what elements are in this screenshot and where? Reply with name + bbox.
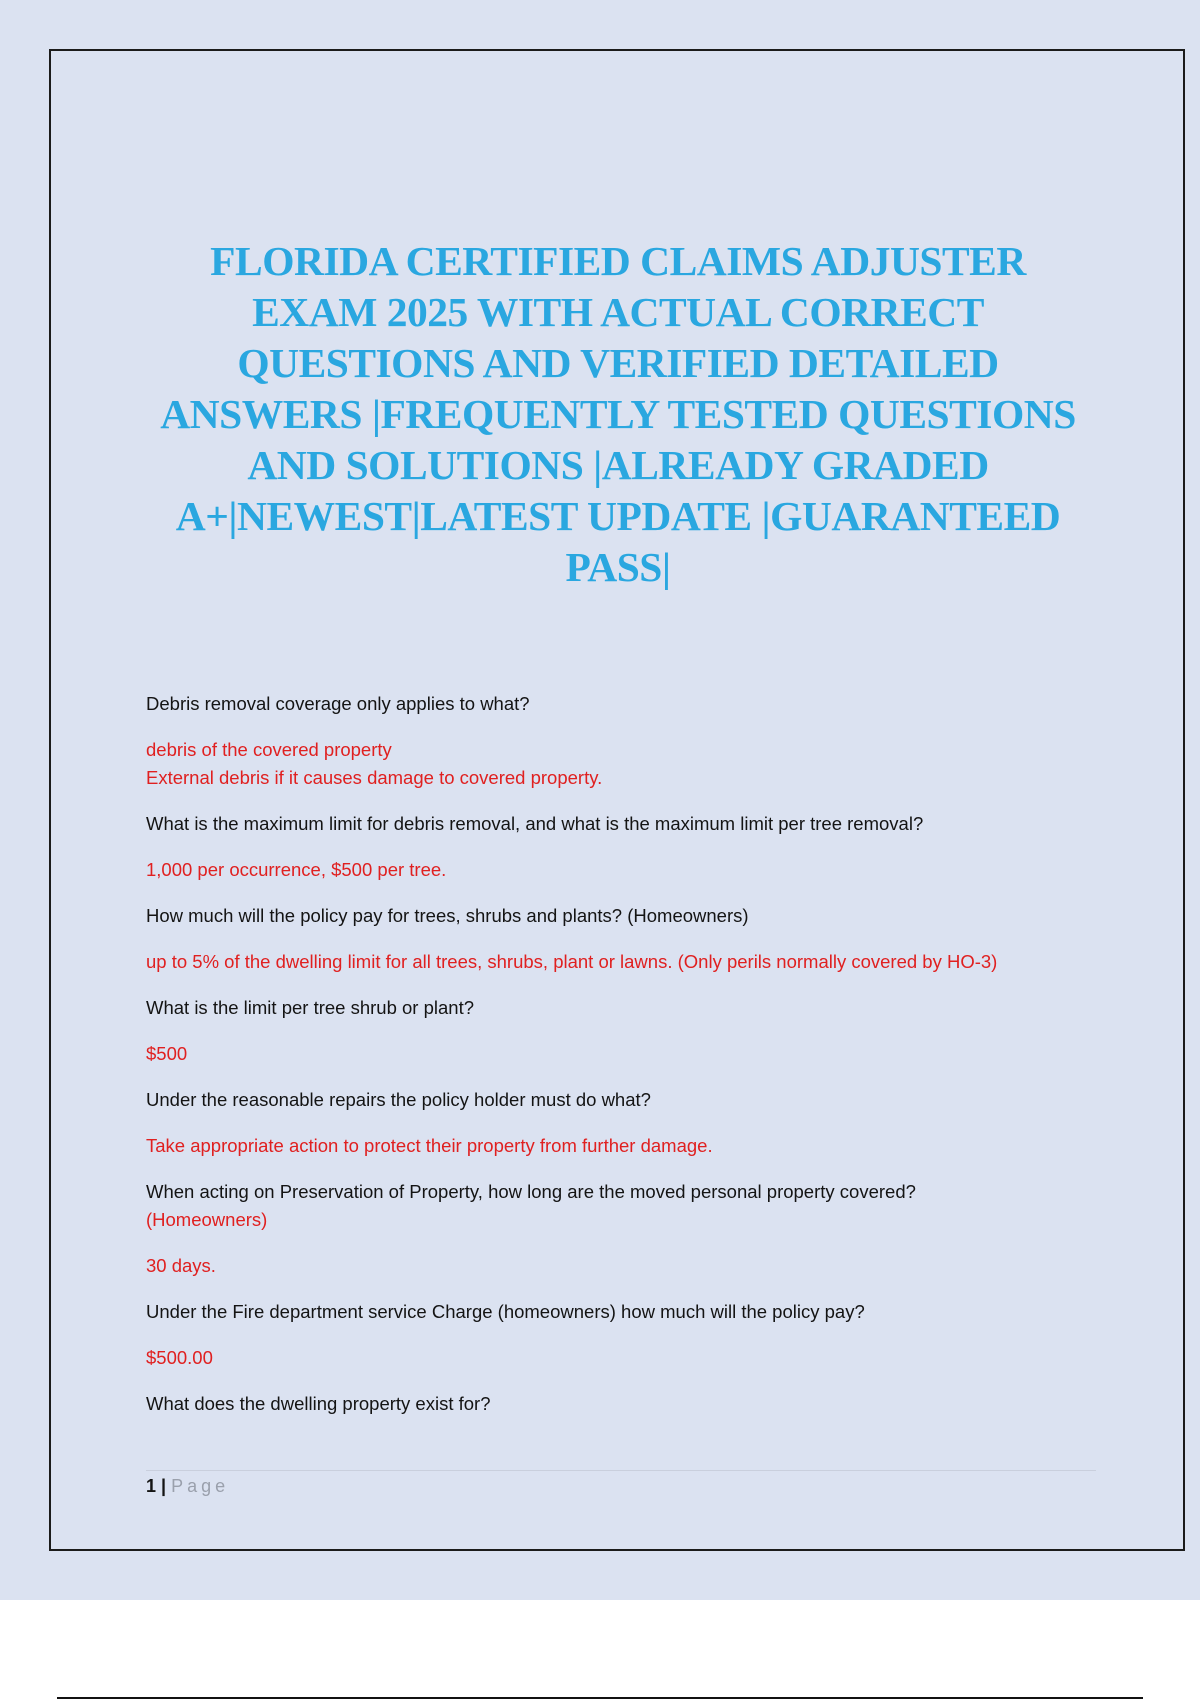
answer-2: 1,000 per occurrence, $500 per tree.: [146, 859, 447, 880]
question-7: Under the Fire department service Charge (homeowners) how much will the policy pay?: [146, 1301, 865, 1322]
question-3: How much will the policy pay for trees, shrubs and plants? (Homeowners): [146, 905, 749, 926]
question-5: Under the reasonable repairs the policy holder must do what?: [146, 1089, 651, 1110]
answer-3: up to 5% of the dwelling limit for all trees, shrubs, plant or lawns. (Only perils normally covered by HO-3): [146, 951, 998, 972]
qa-list: [146, 690, 1106, 1436]
footer-separator: |: [161, 1476, 167, 1496]
question-4: What is the limit per tree shrub or plant?: [146, 997, 475, 1018]
question-6-note: (Homeowners): [146, 1209, 268, 1230]
next-page-edge-rule: [57, 1697, 1143, 1699]
answer-1: [146, 736, 1106, 792]
answer-7: $500.00: [146, 1347, 213, 1368]
page-label: Page: [171, 1476, 230, 1496]
question-8: What does the dwelling property exist for?: [146, 1393, 491, 1414]
answer-1-line-2: External debris if it causes damage to covered property.: [146, 767, 603, 788]
page-number: 1: [146, 1476, 157, 1496]
document-title: FLORIDA CERTIFIED CLAIMS ADJUSTER EXAM 2025 WITH ACTUAL CORRECT QUESTIONS AND VERIFIED DETAILED ANSWERS |FREQUENTLY TESTED QUESTIONS AND SOLUTIONS |ALREADY GRADED A+|NEWEST|LATEST UPDATE |GUARANTEED PASS|: [160, 238, 1076, 590]
question-2: What is the maximum limit for debris removal, and what is the maximum limit per tree removal?: [146, 813, 924, 834]
answer-4: $500: [146, 1043, 188, 1064]
answer-1-line-1: debris of the covered property: [146, 739, 392, 760]
answer-5: Take appropriate action to protect their property from further damage.: [146, 1135, 713, 1156]
page-footer: [146, 1473, 229, 1499]
question-1: Debris removal coverage only applies to what?: [146, 693, 530, 714]
question-6: When acting on Preservation of Property, how long are the moved personal property covered?: [146, 1181, 916, 1202]
footer-divider: [146, 1470, 1096, 1471]
answer-6: 30 days.: [146, 1255, 216, 1276]
